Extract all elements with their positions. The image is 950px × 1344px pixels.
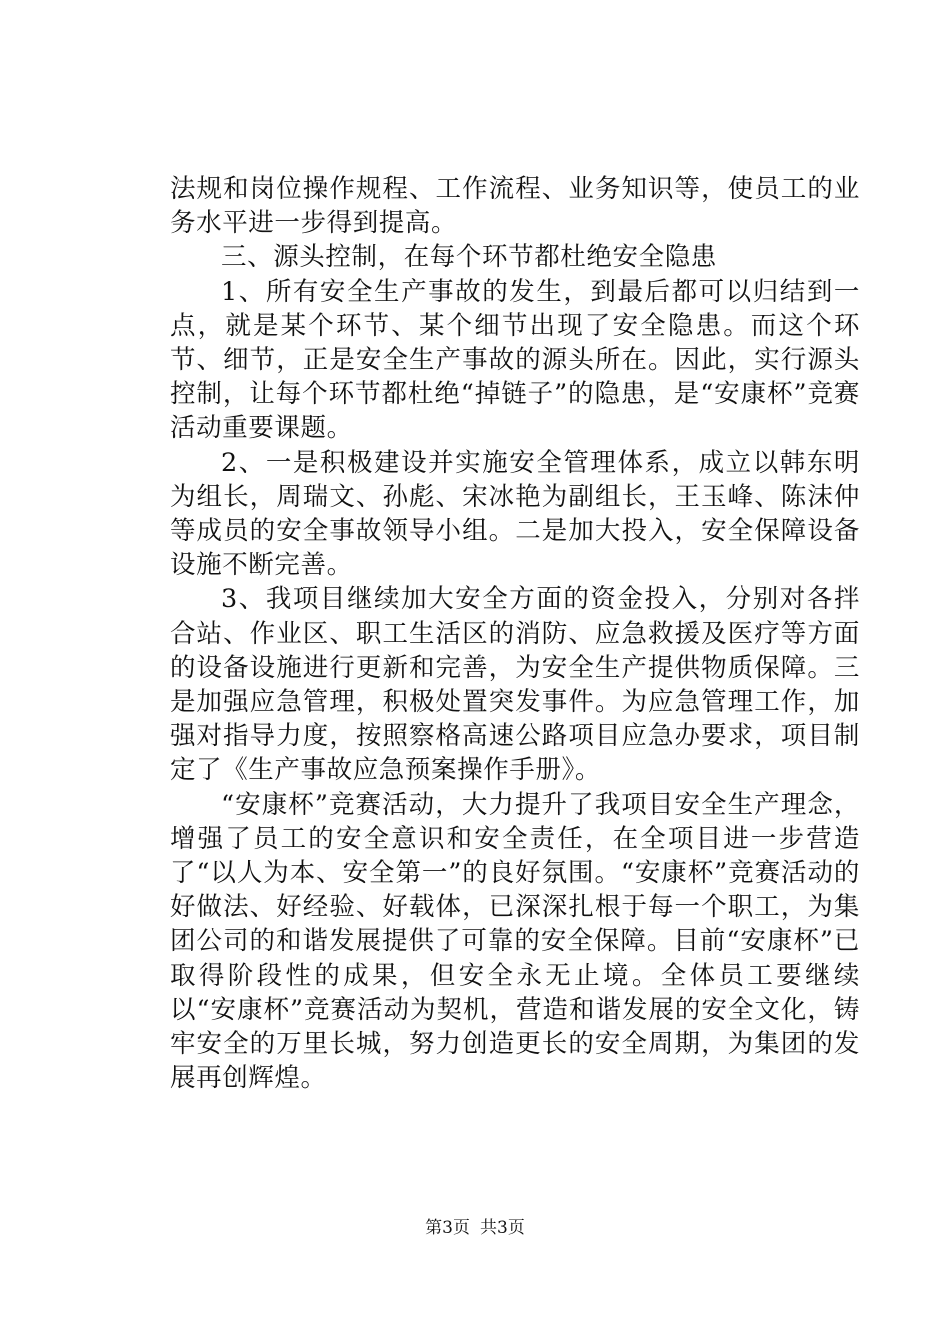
paragraph-item-1: 1、所有安全生产事故的发生，到最后都可以归结到一点，就是某个环节、某个细节出现了安全隐患。而这个环节、细节，正是安全生产事故的源头所在。因此，实行源头控制，让每个环节都杜绝“掉链子”的隐患，是“安康杯”竞赛活动重要课题。 (170, 276, 860, 444)
paragraph-continuation: 法规和岗位操作规程、工作流程、业务知识等，使员工的业务水平进一步得到提高。 (170, 174, 860, 239)
section-heading-source-control: 三、源头控制，在每个环节都杜绝安全隐患 (221, 242, 717, 273)
page-footer (0, 1218, 950, 1238)
page-number: 第3页 (425, 1218, 470, 1238)
paragraph-item-3: 3、我项目继续加大安全方面的资金投入，分别对各拌合站、作业区、职工生活区的消防、应急救援及医疗等方面的设备设施进行更新和完善，为安全生产提供物质保障。三是加强应急管理，积极处置突发事件。为应急管理工作，加强对指导力度，按照察格高速公路项目应急办要求，项目制定了《生产事故应急预案操作手册》。 (170, 584, 860, 786)
paragraph-conclusion: “安康杯”竞赛活动，大力提升了我项目安全生产理念，增强了员工的安全意识和安全责任，在全项目进一步营造了“以人为本、安全第一”的良好氛围。“安康杯”竞赛活动的好做法、好经验、好载体，已深深扎根于每一个职工，为集团公司的和谐发展提供了可靠的安全保障。目前“安康杯”已取得阶段性的成果，但安全永无止境。全体员工要继续以“安康杯”竞赛活动为契机，营造和谐发展的安全文化，铸牢安全的万里长城，努力创造更长的安全周期，为集团的发展再创辉煌。 (170, 789, 860, 1094)
document-body (170, 172, 860, 1095)
paragraph-item-2: 2、一是积极建设并实施安全管理体系，成立以韩东明为组长，周瑞文、孙彪、宋冰艳为副组长，王玉峰、陈沫仲等成员的安全事故领导小组。二是加大投入，安全保障设备设施不断完善。 (170, 447, 860, 581)
page-total: 共3页 (480, 1218, 525, 1238)
